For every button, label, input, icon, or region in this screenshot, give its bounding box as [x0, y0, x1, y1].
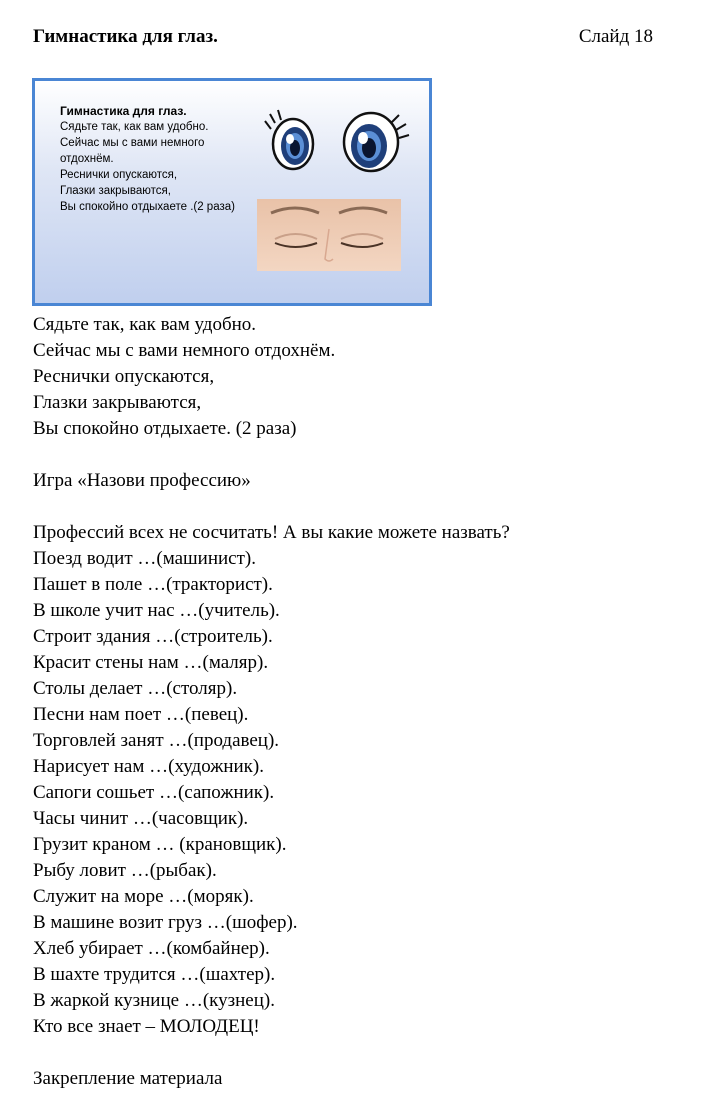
- game-line: Столы делает …(столяр).: [33, 678, 238, 699]
- slide-line: Реснички опускаются,: [60, 169, 178, 181]
- game-line: Рыбу ловит …(рыбак).: [33, 860, 217, 881]
- poem-line: Реснички опускаются,: [33, 366, 215, 387]
- slide-line: отдохнём.: [60, 153, 114, 165]
- game-line: Нарисует нам …(художник).: [33, 756, 264, 777]
- slide-image: [32, 78, 432, 306]
- poem-line: Сядьте так, как вам удобно.: [33, 314, 257, 335]
- page-header: [33, 26, 653, 50]
- game-line: Часы чинит …(часовщик).: [33, 808, 249, 829]
- cartoon-eyes-icon: [263, 99, 413, 179]
- footer-heading: Закрепление материала: [33, 1068, 223, 1089]
- slide-title: Гимнастика для глаз.: [60, 104, 187, 118]
- game-line: Кто все знает – МОЛОДЕЦ!: [33, 1016, 260, 1037]
- game-line: Служит на море …(моряк).: [33, 886, 254, 907]
- game-line: Поезд водит …(машинист).: [33, 548, 256, 569]
- game-line: Торговлей занят …(продавец).: [33, 730, 280, 751]
- game-line: Профессий всех не сосчитать! А вы какие можете назвать?: [33, 522, 510, 543]
- closed-eyes-photo: [257, 199, 401, 271]
- game-line: Песни нам поет …(певец).: [33, 704, 249, 725]
- game-line: Сапоги сошьет …(сапожник).: [33, 782, 275, 803]
- page-title: Гимнастика для глаз.: [33, 26, 218, 47]
- slide-line: Сядьте так, как вам удобно.: [60, 121, 209, 133]
- game-line: Пашет в поле …(тракторист).: [33, 574, 273, 595]
- poem-line: Сейчас мы с вами немного отдохнём.: [33, 340, 336, 361]
- game-line: Грузит краном … (крановщик).: [33, 834, 287, 855]
- game-line: В шахте трудится …(шахтер).: [33, 964, 276, 985]
- poem-line: Вы спокойно отдыхаете. (2 раза): [33, 418, 297, 439]
- game-line: В школе учит нас …(учитель).: [33, 600, 280, 621]
- slide-line: Сейчас мы с вами немного: [60, 137, 205, 149]
- slide-number: Слайд 18: [578, 26, 653, 47]
- game-line: В машине возит груз …(шофер).: [33, 912, 298, 933]
- slide-text: [60, 103, 235, 215]
- poem-line: Глазки закрываются,: [33, 392, 202, 413]
- slide-line: Вы спокойно отдыхаете .(2 раза): [60, 201, 235, 213]
- game-title: Игра «Назови профессию»: [33, 470, 251, 491]
- game-line: В жаркой кузнице …(кузнец).: [33, 990, 275, 1011]
- game-line: Хлеб убирает …(комбайнер).: [33, 938, 270, 959]
- slide-line: Глазки закрываются,: [60, 185, 171, 197]
- document-body: [33, 312, 510, 1092]
- game-line: Красит стены нам …(маляр).: [33, 652, 269, 673]
- game-line: Строит здания …(строитель).: [33, 626, 273, 647]
